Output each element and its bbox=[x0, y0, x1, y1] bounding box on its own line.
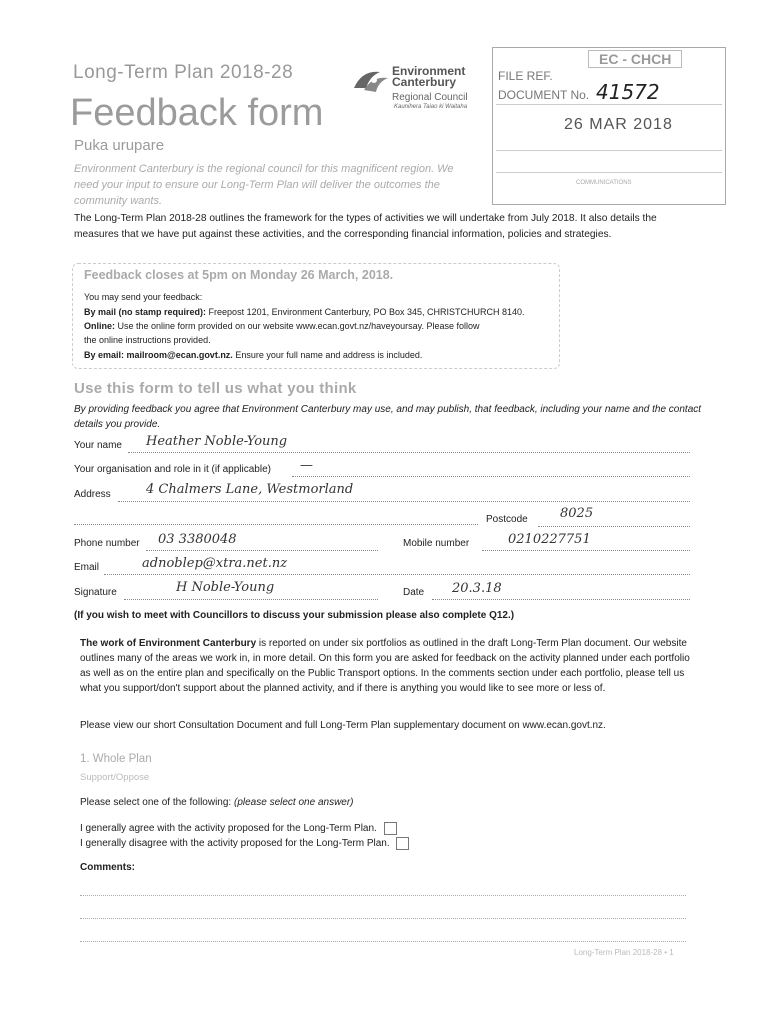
stamp-divider bbox=[496, 172, 722, 173]
phone-label: Phone number bbox=[74, 538, 140, 549]
online-line bbox=[84, 321, 480, 331]
logo-line-4: Kaunihera Taiao ki Waitaha bbox=[394, 104, 468, 110]
intro-text: Environment Canterbury is the regional council for this magnificent region. We need your input to ensure our Long-Term Plan will deliver the outcomes the community wants. bbox=[74, 163, 454, 207]
overview-text: The Long-Term Plan 2018-28 outlines the framework for the types of activities we will undertake from July 2018. It also details the measures that we have put against these activities, and the corresponding financial information, policies and strategies. bbox=[74, 213, 657, 240]
phone-field[interactable] bbox=[146, 550, 378, 551]
option-disagree-label: I generally disagree with the activity proposed for the Long-Term Plan. bbox=[80, 838, 390, 850]
signature-label: Signature bbox=[74, 587, 117, 598]
comments-line[interactable] bbox=[80, 895, 686, 896]
name-value: Heather Noble-Young bbox=[146, 434, 288, 449]
email-text: Ensure your full name and address is included. bbox=[235, 350, 423, 360]
feedback-deadline: Feedback closes at 5pm on Monday 26 March, 2018. bbox=[84, 268, 394, 282]
work-lead: The work of Environment Canterbury bbox=[80, 638, 257, 649]
name-field[interactable] bbox=[128, 452, 690, 453]
address-field[interactable] bbox=[118, 501, 690, 502]
work-paragraph bbox=[80, 636, 700, 696]
org-value: — bbox=[300, 458, 313, 473]
logo-line-1: Environment bbox=[392, 64, 466, 78]
email-field-label: Email bbox=[74, 562, 100, 573]
send-intro: You may send your feedback: bbox=[84, 292, 203, 302]
stamp-file-ref: FILE REF. bbox=[498, 69, 553, 83]
mail-text: Freepost 1201, Environment Canterbury, PO Box 345, CHRISTCHURCH 8140. bbox=[208, 307, 525, 317]
section-subtitle: By providing feedback you agree that Environment Canterbury may use, and may publish, that feedback, including your name and the contact details you provide. bbox=[74, 404, 702, 430]
question-1-title: 1. Whole Plan bbox=[80, 753, 152, 765]
agree-checkbox[interactable] bbox=[384, 822, 397, 835]
stamp-footer: COMMUNICATIONS bbox=[576, 180, 632, 186]
stamp-document-label: DOCUMENT No. bbox=[498, 88, 590, 102]
comments-line[interactable] bbox=[80, 918, 686, 919]
question-1-instruction bbox=[80, 797, 354, 808]
org-field[interactable] bbox=[292, 476, 690, 477]
comments-label: Comments: bbox=[80, 862, 136, 873]
select-text: Please select one of the following: bbox=[80, 797, 232, 808]
address-field-line-2[interactable] bbox=[74, 524, 478, 525]
online-text: Use the online form provided on our website www.ecan.govt.nz/haveyoursay. Please follow bbox=[117, 321, 480, 331]
logo-line-2: Canterbury bbox=[392, 75, 457, 89]
email-field[interactable] bbox=[104, 574, 690, 575]
view-documents-text: Please view our short Consultation Document and full Long-Term Plan supplementary document on www.ecan.govt.nz. bbox=[80, 720, 606, 731]
plan-title: Long-Term Plan 2018-28 bbox=[73, 62, 294, 83]
question-1-subtitle: Support/Oppose bbox=[80, 772, 150, 783]
disagree-checkbox[interactable] bbox=[396, 837, 409, 850]
postcode-label: Postcode bbox=[486, 514, 528, 525]
stamp-document-number: 41572 bbox=[596, 80, 660, 104]
mobile-label: Mobile number bbox=[403, 538, 470, 549]
meet-note: (If you wish to meet with Councillors to discuss your submission please also complete Q12.) bbox=[74, 610, 515, 621]
email-label: By email: mailroom@ecan.govt.nz. bbox=[84, 350, 233, 360]
form-title: Feedback form bbox=[70, 92, 324, 134]
postcode-field[interactable] bbox=[538, 526, 690, 527]
option-disagree bbox=[80, 837, 409, 850]
option-agree bbox=[80, 822, 397, 835]
section-title: Use this form to tell us what you think bbox=[74, 380, 357, 397]
mobile-field[interactable] bbox=[482, 550, 690, 551]
option-agree-label: I generally agree with the activity proposed for the Long-Term Plan. bbox=[80, 823, 377, 835]
address-label: Address bbox=[74, 489, 111, 500]
online-text-2: the online instructions provided. bbox=[84, 335, 211, 345]
email-line bbox=[84, 350, 422, 360]
mobile-value: 0210227751 bbox=[508, 532, 591, 547]
work-text: is reported on under six portfolios as outlined in the draft Long-Term Plan document. Our website outlines many of the areas we work in, in more detail. On this form you are asked for feedback on the activity planned under each portfolio as well as on the entire plan and specifically on the Public Transport options. In the comments section under each portfolio, please tell us what you support/don't support about the planned activity, and if there is anything you would like to see more or less of. bbox=[80, 638, 690, 694]
stamp-divider bbox=[496, 150, 722, 151]
comments-line[interactable] bbox=[80, 941, 686, 942]
email-value: adnoblep@xtra.net.nz bbox=[142, 556, 288, 571]
select-hint: (please select one answer) bbox=[234, 797, 354, 808]
date-label: Date bbox=[403, 587, 425, 598]
date-field[interactable] bbox=[432, 599, 690, 600]
stamp-office: EC - CHCH bbox=[588, 50, 682, 68]
logo-line-3: Regional Council bbox=[392, 92, 468, 103]
mail-label: By mail (no stamp required): bbox=[84, 307, 207, 317]
page-footer: Long-Term Plan 2018-28 • 1 bbox=[574, 948, 674, 957]
maori-title: Puka urupare bbox=[74, 137, 165, 154]
signature-value: H Noble-Young bbox=[176, 580, 275, 595]
ecan-logo-icon bbox=[350, 66, 390, 96]
stamp-divider bbox=[496, 104, 722, 105]
stamp-date: 26 MAR 2018 bbox=[564, 116, 673, 133]
phone-value: 03 3380048 bbox=[158, 532, 237, 547]
postcode-value: 8025 bbox=[560, 506, 594, 521]
signature-field[interactable] bbox=[124, 599, 378, 600]
org-label: Your organisation and role in it (if applicable) bbox=[74, 464, 271, 475]
address-value: 4 Chalmers Lane, Westmorland bbox=[146, 482, 354, 497]
date-value: 20.3.18 bbox=[452, 581, 502, 596]
name-label: Your name bbox=[74, 440, 122, 451]
online-label: Online: bbox=[84, 321, 115, 331]
logo-wordmark bbox=[392, 66, 465, 88]
mail-line bbox=[84, 307, 525, 317]
